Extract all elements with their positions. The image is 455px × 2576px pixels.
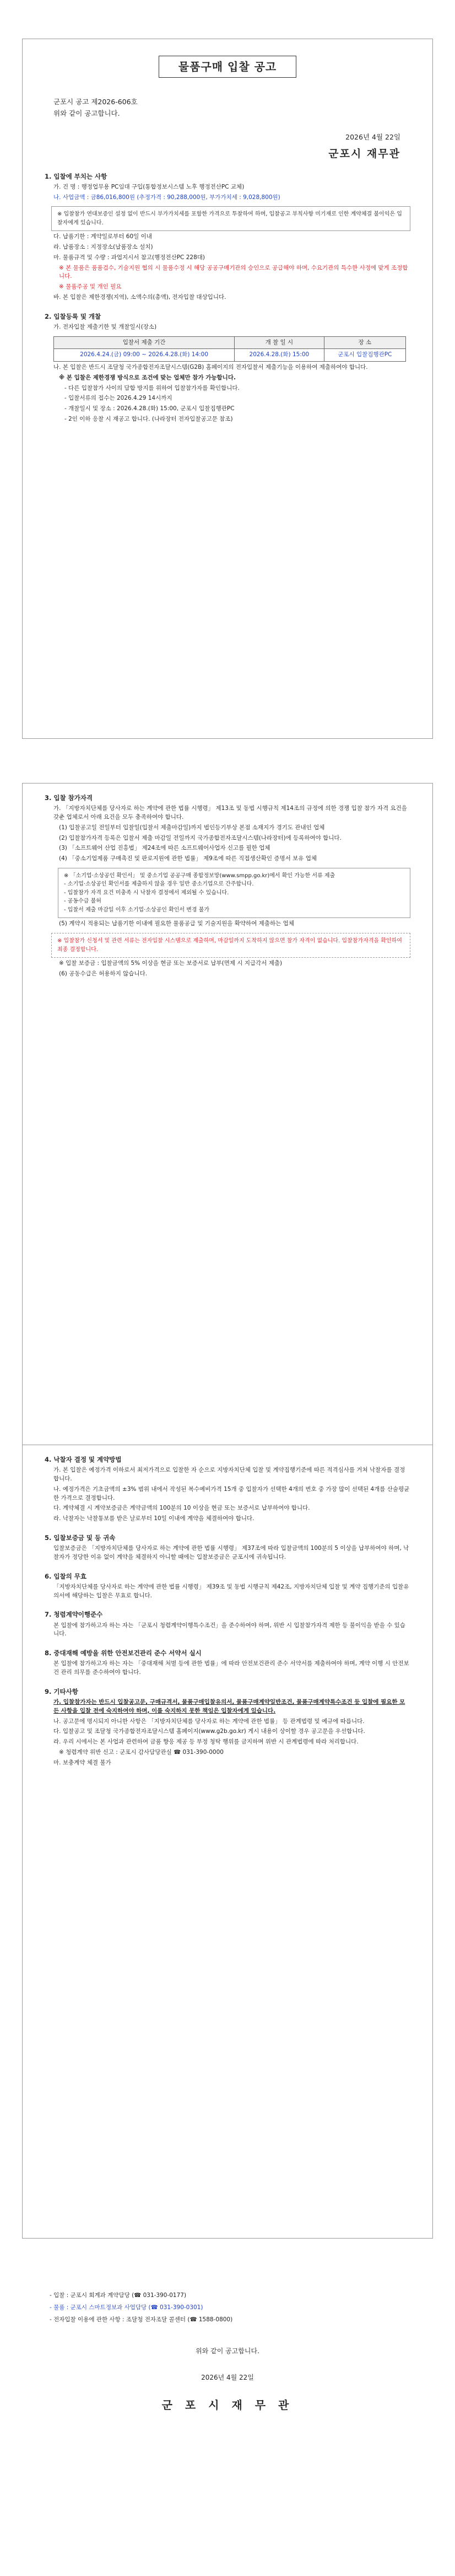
schedule-period: 2026.4.24.(금) 09:00 ~ 2026.4.28.(화) 14:00 (54, 349, 235, 362)
notice-intro: 위와 같이 공고합니다. (53, 109, 120, 117)
s4-item-4: 라. 낙찰자는 낙찰통보를 받은 날로부터 10일 이내에 계약을 체결하여야 합니다. (53, 1515, 254, 1522)
s7-body: 본 입찰에 참가하고자 하는 자는 「군포시 청렴계약이행특수조건」을 준수하여야 하며, 위반 시 입찰참가자격 제한 등 불이익을 받을 수 있습니다. (53, 1622, 405, 1638)
section-3-extra (45, 920, 410, 929)
s3-red-box: ※ 입찰참가 신청서 및 관련 서류는 전자입찰 시스템으로 제출하며, 마감일까지 도착하지 않으면 참가 자격이 없습니다. 입찰참가자격을 확인하여 최종 결정합니다. (51, 933, 410, 958)
closing-block (22, 2288, 433, 2413)
s9-item-4: 라. 우리 시에서는 본 사업과 관련하여 금품 향응 제공 등 부정 청탁 행위를 금지하며 위반 시 관계법령에 따라 처리합니다. (53, 1738, 359, 1745)
section-9-title: 9. 기타사항 (45, 1687, 78, 1695)
closing-issuer: 군 포 시 재 무 관 (161, 2398, 294, 2412)
section-3 (45, 793, 410, 863)
s3-box-line-5: - 입찰서 제출 마감일 이후 소기업·소상공인 확인서 변경 불가 (64, 906, 210, 913)
section-2 (45, 312, 410, 332)
s2-sub: 가. 전자입찰 제출기한 및 개찰일시(장소) (53, 323, 157, 330)
s3-item-a: 가. 「지방자치단체를 당사자로 하는 계약에 관한 법률 시행령」 제13조 및 동법 시행규칙 제14조의 규정에 의한 경쟁 입찰 참가 자격 요건을 갖춘 업체로서 아래 요건을 모두 충족하여야 합니다. (53, 805, 407, 820)
s3-item-4: (4) 「중소기업제품 구매촉진 및 판로지원에 관한 법률」 제9조에 따른 직접생산확인 증명서 보유 업체 (59, 855, 317, 862)
notice-sheet-1 (22, 39, 433, 739)
section-2-notes (45, 363, 410, 424)
s1-red-note-2: ※ 물품주공 및 개인 필요 (59, 283, 122, 290)
s1-item-deadline: 다. 납품기한 : 계약일로부터 60일 이내 (53, 233, 152, 240)
schedule-header-period: 입찰서 제출 기간 (54, 336, 235, 349)
s2-note-6: - 2인 이하 응찰 시 재공고 합니다. (나라장터 전자입찰공고문 참조) (64, 415, 233, 422)
s4-item-1: 가. 본 입찰은 예정가격 이하로서 최저가격으로 입찰한 자 순으로 지방자치단체 입찰 및 계약집행기준에 따른 적격심사를 거쳐 낙찰자를 결정합니다. (53, 1467, 405, 1482)
section-9 (45, 1687, 410, 1768)
section-7-title: 7. 청렴계약이행준수 (45, 1611, 103, 1619)
section-6 (45, 1572, 410, 1601)
section-5-title: 5. 입찰보증금 및 등 귀속 (45, 1533, 116, 1542)
section-3-extra-2 (45, 959, 410, 979)
s1-item-name: 가. 건 명 : 행정업무용 PC임대 구입(통합정보시스템 노후 행정전산PC 교체) (53, 183, 245, 190)
s1-note-box: ※ 입찰참가 연대보증인 설정 없이 반드시 부가가치세를 포함한 가격으로 투찰하여 하며, 입찰공고 부칙사항 미기재로 인한 계약체결 불이익은 입찰자에게 있습니다. (51, 206, 410, 231)
section-4-title: 4. 낙찰자 결정 및 계약방법 (45, 1456, 122, 1463)
s1-red-note-1: ※ 본 물품은 품품검수, 기술지원 협의 시 물품수정 시 해당 공공구매기관의 승인으로 공급해야 하며, 수요기관의 특수한 사정에 맞게 조정합니다. (59, 264, 408, 280)
contact-bid: - 입찰 : 군포시 회계과 계약담당 (☎ 031-390-0177) (50, 2292, 187, 2299)
notice-date: 2026년 4월 22일 (345, 133, 400, 142)
s1-item-place: 라. 납품장소 : 지정장소(납품장소 설치) (53, 244, 153, 250)
closing-date: 2026년 4월 22일 (201, 2374, 254, 2382)
schedule-header-place: 장 소 (324, 336, 405, 349)
table-row (54, 349, 406, 362)
section-2-title: 2. 입찰등록 및 개찰 (45, 312, 101, 320)
notice-issuer: 군포시 재무관 (328, 148, 400, 160)
s3-extra-3: (6) 공동수급은 허용하지 않습니다. (59, 970, 148, 977)
contact-goods: - 물품 : 군포시 스마트정보과 사업담당 (☎ 031-390-0301) (50, 2304, 203, 2311)
section-4 (45, 1455, 410, 1523)
s9-item-5: ※ 청렴계약 위반 신고 : 군포시 감사담당관실 ☎ 031-390-0000 (59, 1748, 224, 1756)
s3-box-line-1: ※ 「소기업·소상공인 확인서」 및 중소기업 공공구매 종합정보망(www.smpp.go.kr)에서 확인 가능한 서류 제출 (64, 872, 335, 879)
s3-extra-2: ※ 입찰 보증금 : 입찰금액의 5% 이상을 현금 또는 보증서로 납부(면제 시 지급각서 제출) (59, 960, 283, 967)
section-1-title: 1. 입찰에 부치는 사항 (45, 172, 107, 180)
section-8 (45, 1649, 410, 1677)
section-6-title: 6. 입찰의 무효 (45, 1572, 86, 1580)
s2-note-1: 나. 본 입찰은 반드시 조달청 국가종합전자조달시스템(G2B) 홈페이지의 전자입찰서 제출기능을 이용하여 제출하여야 합니다. (53, 364, 368, 371)
section-7 (45, 1610, 410, 1639)
s3-item-1: (1) 입찰공고일 전일부터 입찰일(입찰서 제출마감일)까지 법인등기부상 본점 소재지가 경기도 관내인 업체 (59, 824, 325, 831)
s9-item-3: 다. 입찰공고 및 조달청 국가종합전자조달시스템 홈페이지(www.g2b.go.kr) 게시 내용이 상이할 경우 공고문을 우선합니다. (53, 1728, 365, 1735)
section-3-title: 3. 입찰 참가자격 (45, 794, 93, 802)
s5-body: 입찰보증금은 「지방자치단체를 당사자로 하는 계약에 관한 법률 시행령」 제37조에 따라 입찰금액의 100분의 5 이상을 납부하여야 하며, 낙찰자가 정당한 이유 없이 계약을 체결하지 아니할 때에는 입찰보증금은 군포시에 귀속됩니다. (53, 1545, 409, 1560)
notice-number: 군포시 공고 제2026-606호 (53, 98, 138, 106)
schedule-place: 군포시 입찰집행관PC (324, 349, 405, 362)
s1-item-type: 바. 본 입찰은 제한경쟁(지역), 소액수의(총액), 전자입찰 대상입니다. (53, 293, 226, 300)
s2-note-5: - 개찰일시 및 장소 : 2026.4.28.(화) 15:00, 군포시 입찰집행관PC (64, 405, 235, 412)
bid-schedule-table (53, 336, 406, 362)
s9-item-2: 나. 공고문에 명시되지 아니한 사항은 「지방자치단체를 당사자로 하는 계약에 관한 법률」 등 관계법령 및 예규에 따릅니다. (53, 1718, 365, 1725)
s9-item-1: 가. 입찰참가자는 반드시 입찰공고문, 구매규격서, 물품구매입찰유의서, 물품구매계약일반조건, 물품구매계약특수조건 등 입찰에 필요한 모든 사항을 입찰 전에 숙지하여야 하며, 이를 숙지하지 못한 책임은 입찰자에게 있습니다. (53, 1699, 405, 1714)
s3-item-2: (2) 입찰참가자격 등록은 입찰서 제출 마감일 전일까지 국가종합전자조달시스템(나라장터)에 등록하여야 합니다. (59, 834, 342, 841)
s9-item-6: 마. 보충계약 체결 불가 (53, 1759, 111, 1766)
notice-title: 물품구매 입찰 공고 (159, 56, 296, 78)
s4-item-2: 나. 예정가격은 기초금액의 ±3% 범위 내에서 작성된 복수예비가격 15개 중 입찰자가 선택한 4개의 번호 중 가장 많이 선택된 4개를 산술평균한 가격으로 결정합니다. (53, 1485, 410, 1501)
s1-item-spec: 마. 물품규격 및 수량 : 과업지시서 참고(행정전산PC 228대) (53, 254, 205, 261)
s3-item-3: (3) 「소프트웨어 산업 진흥법」 제24조에 따른 소프트웨어사업자 신고를 필한 업체 (59, 845, 270, 852)
closing-intro: 위와 같이 공고합니다. (196, 2347, 259, 2355)
schedule-opening: 2026.4.28.(화) 15:00 (235, 349, 324, 362)
s3-box-line-3: - 입찰참가 자격 요건 미충족 시 낙찰자 결정에서 제외될 수 있습니다. (64, 889, 229, 896)
s2-note-2: ※ 본 입찰은 제한경쟁 방식으로 조건에 맞는 업체만 참가 가능합니다. (59, 374, 236, 381)
s8-body: 본 입찰에 참가하고자 하는 자는 「중대재해 처벌 등에 관한 법률」에 따라 안전보건관리 준수 서약서를 제출하여야 하며, 계약 이행 시 안전보건 관리 의무를 준수하여야 합니다. (53, 1660, 409, 1676)
s1-item-amount: 나. 사업금액 : 금86,016,800원 (추정가격 : 90,288,000원, 부가가치세 : 9,028,800원) (53, 194, 280, 201)
notice-sheet-3 (22, 1445, 433, 2239)
section-8-title: 8. 중대재해 예방을 위한 안전보건관리 준수 서약서 실시 (45, 1649, 202, 1657)
s3-extra-1: (5) 계약시 적용되는 납품기한 이내에 필요한 물품공급 및 기술지원을 확약하여 제출하는 업체 (59, 920, 294, 927)
s6-body: 「지방자치단체를 당사자로 하는 계약에 관한 법률 시행령」 제39조 및 동법 시행규칙 제42조, 지방자치단체 입찰 및 계약 집행기준의 입찰유의서에 해당하는 입찰은 무효로 합니다. (53, 1583, 409, 1599)
schedule-header-opening: 개 찰 일 시 (235, 336, 324, 349)
contact-e-bid: - 전자입찰 이용에 관한 사항 : 조달청 전자조달 콜센터 (☎ 1588-0800) (50, 2316, 233, 2323)
s2-note-3: - 다른 입찰참가 사이의 담합 방지를 위하여 입찰참가자를 확인합니다. (64, 384, 240, 391)
notice-sheet-2 (22, 783, 433, 1478)
s4-item-3: 다. 계약체결 시 계약보증금은 계약금액의 100분의 10 이상을 현금 또는 보증서로 납부하여야 합니다. (53, 1505, 310, 1512)
s3-qualification-box (58, 868, 410, 919)
section-1 (45, 172, 410, 202)
s3-box-line-2: - 소기업·소상공인 확인서를 제출하지 않을 경우 일반 중소기업으로 간주합니다. (64, 881, 254, 888)
section-5 (45, 1533, 410, 1562)
s2-note-4: - 입찰서류의 접수는 2026.4.29 14시까지 (64, 395, 172, 402)
s3-box-line-4: - 공동수급 불허 (64, 898, 101, 905)
notice-header (53, 96, 432, 119)
section-1-cont (45, 233, 410, 302)
